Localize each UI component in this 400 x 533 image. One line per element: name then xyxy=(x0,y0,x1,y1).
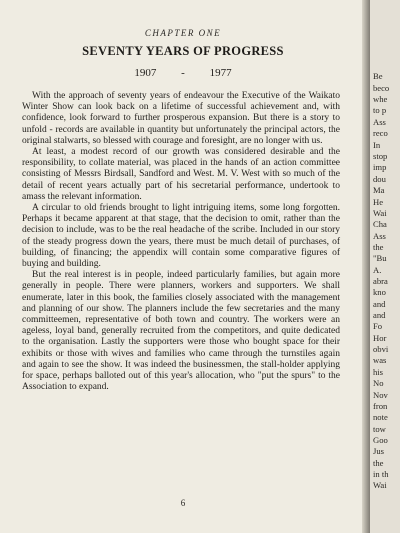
chapter-label: CHAPTER ONE xyxy=(144,28,222,38)
facing-page-line: in th xyxy=(373,469,389,479)
facing-page-line: and xyxy=(373,310,386,320)
facing-page-line: Nov xyxy=(373,390,388,400)
facing-page-line: Fo xyxy=(373,321,383,331)
facing-page-line: Goo xyxy=(373,435,388,445)
facing-page-line: Wai xyxy=(373,480,387,490)
facing-page-line: No xyxy=(373,378,384,388)
facing-page-line: Ass xyxy=(373,117,386,127)
facing-page-line: whe xyxy=(373,94,388,104)
facing-page-line: In xyxy=(373,140,381,150)
year-end: 1977 xyxy=(209,67,232,79)
facing-page-line: dou xyxy=(373,174,386,184)
facing-page-line: Cha xyxy=(373,219,387,229)
facing-page-line: fron xyxy=(373,401,388,411)
facing-page-line: Hor xyxy=(373,333,387,343)
paragraph-3: A circular to old friends brought to light intriguing items, some long forgotten. Perhaps it became apparent at that stage, that the decision to omit, rather than the decision to include, was to be the real headache of the scribe. Included in our story of the steady progress down the years, there must be much detail of purchases, of building, of financing; the appendix will contain some comparative figures of buying and building. xyxy=(22,203,340,270)
facing-page-line: to p xyxy=(373,105,387,115)
paragraph-1: With the approach of seventy years of endeavour the Executive of the Waikato Winter Show can look back on a lifetime of successful achievement and, with confidence, look forward to further prosperous expansion. But there is a story to unfold - records are available in quantity but unfortunately the principal actors, the original stalwarts, so blessed with courage and foresight, are no longer with us. xyxy=(22,91,340,146)
facing-page-line: Wai xyxy=(373,208,387,218)
page-number: 6 xyxy=(180,498,186,508)
facing-page-line: Ma xyxy=(373,185,385,195)
facing-page-line: kno xyxy=(373,287,386,297)
facing-page-line: reco xyxy=(373,128,388,138)
year-range xyxy=(0,67,366,79)
facing-page-line: tow xyxy=(373,424,386,434)
facing-page-line: note xyxy=(373,412,388,422)
facing-page-line: abra xyxy=(373,276,388,286)
paragraph-4: But the real interest is in people, indeed particularly families, but again more generally in people. There were planners, workers and supporters. We shall enumerate, later in this book, the families closely associated with the management and planning of our show. The planners include the few secretaries and the many committeemen, representative of both town and country. The workers were an ageless, loyal band, generally recruited from the competitors, and quite dedicated to the organisation. Lastly the supporters were those who bought space for their exhibits or those with wives and families who came through the turnstiles again and again to see the show. It was indeed the businessmen, the stall-holder applying for space, perhaps balloted out of this year's allocation, who "put the spurs" to the Association to expand. xyxy=(22,270,340,393)
chapter-title: SEVENTY YEARS OF PROGRESS xyxy=(82,44,284,58)
facing-page xyxy=(370,0,400,533)
facing-page-line: his xyxy=(373,367,384,377)
facing-page-line: the xyxy=(373,458,384,468)
facing-page-line: stop xyxy=(373,151,388,161)
facing-page-line: beco xyxy=(373,83,390,93)
facing-page-line: Ass xyxy=(373,231,386,241)
body-text xyxy=(22,91,340,393)
facing-page-line: the xyxy=(373,242,384,252)
paragraph-2: At least, a modest record of our growth was considered desirable and the responsibility, to collate material, was placed in the hands of an action committee consisting of Messrs Birdsall, Sandford and West. M. V. West with so much of the detail of recent years actually part of his secretarial performance, undertook to amass the relevant information. xyxy=(22,147,340,202)
facing-page-line: and xyxy=(373,299,386,309)
facing-page-line: A. xyxy=(373,265,382,275)
facing-page-line: Be xyxy=(373,71,383,81)
year-start: 1907 xyxy=(134,67,157,79)
facing-page-line: was xyxy=(373,355,387,365)
facing-page-line: Jus xyxy=(373,446,384,456)
facing-page-line: He xyxy=(373,197,384,207)
facing-page-line: "Bu xyxy=(373,253,387,263)
facing-page-line: imp xyxy=(373,162,387,172)
year-separator: - xyxy=(181,67,185,79)
facing-page-line: obvi xyxy=(373,344,389,354)
